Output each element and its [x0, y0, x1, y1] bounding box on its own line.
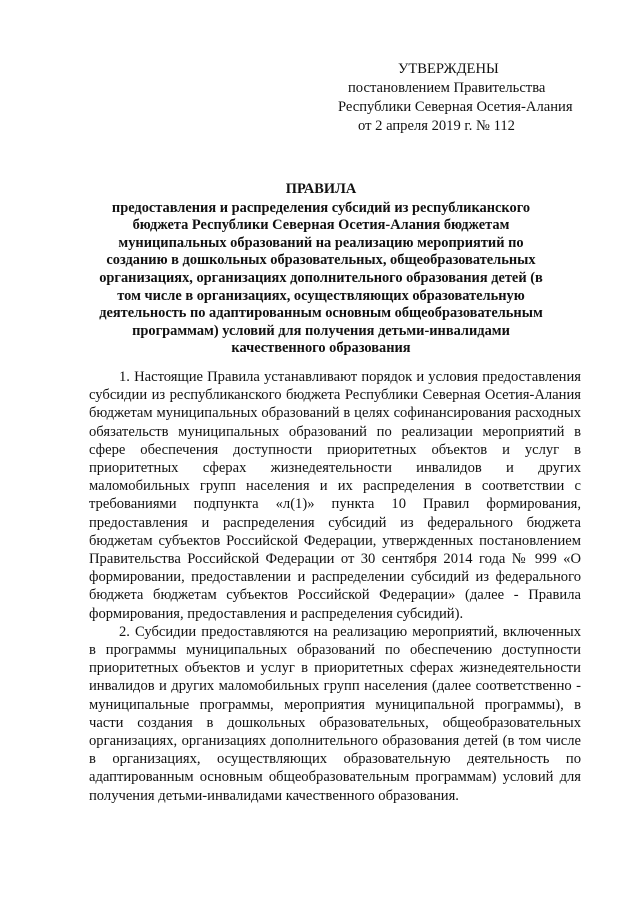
paragraph-1: 1. Настоящие Правила устанавливают порядок и условия предоставления субсидии из республиканского бюджета Республики Северная Осетия-Алания бюджетам муниципальных образований в целях софинансирования расходных обязательств муниципальных образований по реализации мероприятий в сфере обеспечения доступности приоритетных объектов и услуг в приоритетных сферах жизнедеятельности инвалидов и других маломобильных групп населения и их распределения в соответствии с требованиями подпункта «л(1)» пункта 10 Правил формирования, предоставления и распределения субсидий из федерального бюджета бюджетам субъектов Российской Федерации, утвержденных постановлением Правительства Российской Федерации от 30 сентября 2014 года № 999 «О формировании, предоставлении и распределении субсидий из федерального бюджета бюджетам субъектов Российской Федерации» (далее - Правила формирования, предоставления и распределения субсидий). [89, 369, 581, 622]
approval-republic-line: Республики Северная Осетия-Алания [338, 99, 573, 115]
document-title-block [92, 181, 550, 358]
approval-heading: УТВЕРЖДЕНЫ [398, 61, 499, 77]
document-title: ПРАВИЛА [285, 181, 357, 197]
document-subtitle: предоставления и распределения субсидий из республиканского бюджета Республики Северная Осетия-Алания бюджетам муниципальных образований на реализацию мероприятий по созданию в дошкольных образовательных, общеобразовательных организациях, организациях дополнительного образования детей (в том числе в организациях, осуществляющих образовательную деятельность по адаптированным основным общеобразовательным программам) условий для получения детьми-инвалидами качественного образования [99, 199, 543, 357]
approval-decree-line: постановлением Правительства [348, 80, 546, 96]
paragraph-2: 2. Субсидии предоставляются на реализацию мероприятий, включенных в программы муниципальных образований по обеспечению доступности приоритетных объектов и услуг в приоритетных сферах жизнедеятельности инвалидов и других маломобильных групп населения (далее соответственно - муниципальные программы, мероприятия муниципальной программы), в части создания в дошкольных образовательных, общеобразовательных организациях, организациях дополнительного образования детей (в том числе в организациях, осуществляющих образовательную деятельность по адаптированным основным общеобразовательным программам) условий для получения детьми-инвалидами качественного образования. [89, 623, 581, 804]
approval-date-number: от 2 апреля 2019 г. № 112 [358, 118, 515, 134]
approval-stamp [330, 60, 600, 136]
document-body [89, 368, 581, 805]
